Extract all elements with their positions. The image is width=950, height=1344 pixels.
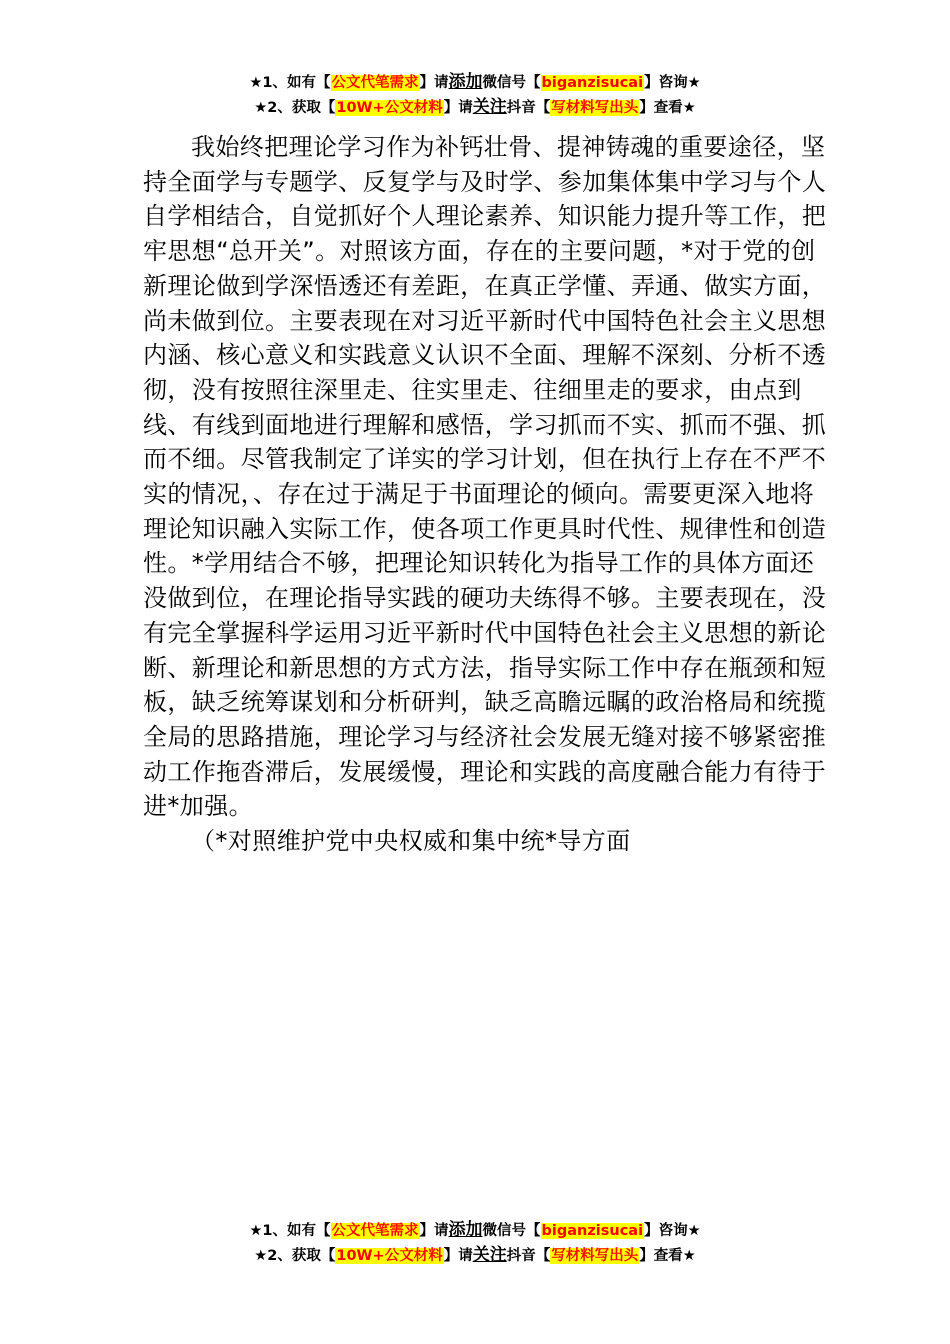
- footer-banner: [0, 1218, 950, 1268]
- banner-text: 微信号【: [482, 75, 541, 91]
- banner-text: ★1、如有【: [249, 1223, 331, 1239]
- highlight-wechat-id: biganzisucai: [541, 75, 644, 91]
- paragraph-1: 我始终把理论学习作为补钙壮骨、提神铸魂的重要途径，坚持全面学与专题学、反复学与及时学、参加集体集中学习与个人自学相结合，自觉抓好个人理论素养、知识能力提升等工作，把牢思想“总开关”。对照该方面，存在的主要问题，*对于党的创新理论做到学深悟透还有差距，在真正学懂、弄通、做实方面，尚未做到位。主要表现在对习近平新时代中国特色社会主义思想内涵、核心意义和实践意义认识不全面、理解不深刻、分析不透彻，没有按照往深里走、往实里走、往细里走的要求，由点到线、有线到面地进行理解和感悟，学习抓而不实、抓而不强、抓而不细。尽管我制定了详实的学习计划，但在执行上存在不严不实的情况，、存在过于满足于书面理论的倾向。需要更深入地将理论知识融入实际工作，使各项工作更具时代性、规律性和创造性。*学用结合不够，把理论知识转化为指导工作的具体方面还没做到位，在理论指导实践的硬功夫练得不够。主要表现在，没有完全掌握科学运用习近平新时代中国特色社会主义思想的新论断、新理论和新思想的方式方法，指导实际工作中存在瓶颈和短板，缺乏统筹谋划和分析研判，缺乏高瞻远瞩的政治格局和统揽全局的思路措施，理论学习与经济社会发展无缝对接不够紧密推动工作拖沓滞后，发展缓慢，理论和实践的高度融合能力有待于进*加强。: [143, 133, 827, 821]
- header-banner: [0, 70, 950, 120]
- banner-line-1: [0, 70, 950, 95]
- highlight-douyin-account: 写材料写出头: [551, 100, 639, 116]
- banner-text: ★2、获取【: [254, 1248, 336, 1264]
- banner-line-2: [0, 95, 950, 120]
- banner-text: 】请: [419, 75, 449, 91]
- banner-text: 】请: [443, 100, 473, 116]
- banner-text: 】查看★: [639, 1248, 696, 1264]
- banner-line-2: [0, 1243, 950, 1268]
- emphasis-follow: 关注: [472, 97, 507, 117]
- banner-text: 】查看★: [639, 100, 696, 116]
- banner-text: 抖音【: [506, 1248, 551, 1264]
- highlight-service: 公文代笔需求: [331, 75, 419, 91]
- document-body: [143, 130, 833, 859]
- banner-line-1: [0, 1218, 950, 1243]
- emphasis-add: 添加: [448, 72, 483, 92]
- highlight-wechat-id: biganzisucai: [541, 1223, 644, 1239]
- emphasis-follow: 关注: [472, 1245, 507, 1265]
- banner-text: 】请: [443, 1248, 473, 1264]
- highlight-service: 公文代笔需求: [331, 1223, 419, 1239]
- banner-text: 】请: [419, 1223, 449, 1239]
- paragraph-2: （*对照维护党中央权威和集中统*导方面: [191, 827, 631, 856]
- emphasis-add: 添加: [448, 1220, 483, 1240]
- highlight-materials: 10W+公文材料: [336, 1248, 443, 1264]
- banner-text: 微信号【: [482, 1223, 541, 1239]
- banner-text: ★1、如有【: [249, 75, 331, 91]
- highlight-materials: 10W+公文材料: [336, 100, 443, 116]
- banner-text: 】咨询★: [644, 75, 701, 91]
- banner-text: ★2、获取【: [254, 100, 336, 116]
- highlight-douyin-account: 写材料写出头: [551, 1248, 639, 1264]
- banner-text: 抖音【: [506, 100, 551, 116]
- banner-text: 】咨询★: [644, 1223, 701, 1239]
